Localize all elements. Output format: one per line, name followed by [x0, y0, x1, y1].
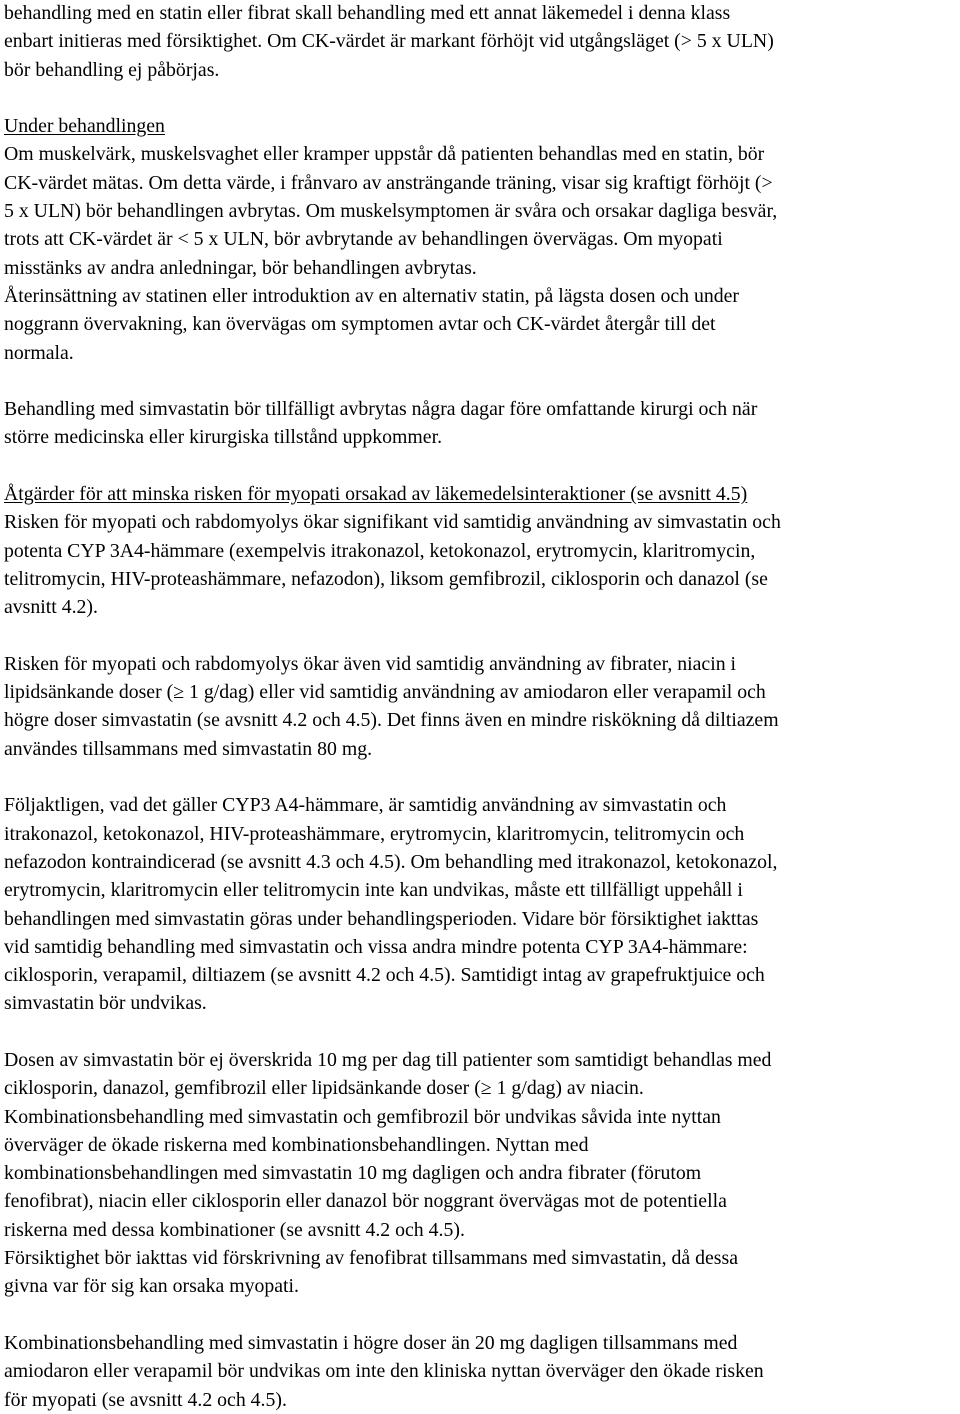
text-line: behandling med en statin eller fibrat skall behandling med ett annat läkemedel i denna klass	[4, 2, 731, 24]
paragraph-intro	[4, 0, 956, 84]
text-line: CK-värdet mätas. Om detta värde, i frånvaro av ansträngande träning, visar sig kraftigt förhöjt (>	[4, 171, 773, 194]
text-line: Kombinationsbehandling med simvastatin i högre doser än 20 mg dagligen tillsammans med	[4, 1331, 738, 1354]
text-line: fenofibrat), niacin eller ciklosporin eller danazol bör noggrant övervägas mot de potentiella	[4, 1190, 727, 1213]
text-line: större medicinska eller kirurgiska tillstånd uppkommer.	[4, 426, 443, 449]
text-line: amiodaron eller verapamil bör undvikas om inte den kliniska nyttan överväger den ökade risken	[4, 1360, 764, 1383]
text-line: enbart initieras med försiktighet. Om CK-värdet är markant förhöjt vid utgångsläget (> 5 x ULN)	[4, 30, 774, 53]
text-line: misstänks av andra anledningar, bör behandlingen avbrytas.	[4, 256, 477, 279]
text-line: itrakonazol, ketokonazol, HIV-proteashämmare, erytromycin, klaritromycin, telitromycin och	[4, 822, 745, 845]
text-line: Återinsättning av statinen eller introduktion av en alternativ statin, på lägsta dosen och under	[4, 284, 739, 307]
text-line: simvastatin bör undvikas.	[4, 992, 207, 1015]
text-line: Följaktligen, vad det gäller CYP3 A4-hämmare, är samtidig användning av simvastatin och	[4, 794, 727, 817]
text-line: behandlingen med simvastatin göras under behandlingsperioden. Vidare bör försiktighet iakttas	[4, 907, 759, 930]
text-line: högre doser simvastatin (se avsnitt 4.2 och 4.5). Det finns även en mindre riskökning då diltiazem	[4, 709, 779, 732]
paragraph-fibrater	[4, 650, 956, 763]
text-line: Risken för myopati och rabdomyolys ökar signifikant vid samtidig användning av simvastatin och	[4, 511, 781, 534]
text-line: lipidsänkande doser (≥ 1 g/dag) eller vid samtidig användning av amiodaron eller verapamil och	[4, 681, 766, 704]
paragraph-kombination	[4, 1329, 956, 1414]
text-line: 5 x ULN) bör behandlingen avbrytas. Om muskelsymptomen är svåra och orsakar dagliga besvär,	[4, 200, 778, 223]
text-line: potenta CYP 3A4-hämmare (exempelvis itrakonazol, ketokonazol, erytromycin, klaritromycin,	[4, 539, 756, 562]
text-line: givna var för sig kan orsaka myopati.	[4, 1275, 299, 1298]
text-line: ciklosporin, danazol, gemfibrozil eller lipidsänkande doser (≥ 1 g/dag) av niacin.	[4, 1077, 644, 1100]
text-line: Dosen av simvastatin bör ej överskrida 10 mg per dag till patienter som samtidigt behandlas med	[4, 1048, 772, 1071]
text-line: avsnitt 4.2).	[4, 596, 98, 619]
section-heading: Under behandlingen	[4, 115, 165, 138]
text-line: Behandling med simvastatin bör tillfälligt avbrytas några dagar före omfattande kirurgi och när	[4, 398, 758, 421]
paragraph-dosen	[4, 1046, 956, 1301]
text-line: Kombinationsbehandling med simvastatin och gemfibrozil bör undvikas såvida inte nyttan	[4, 1105, 721, 1128]
text-line: för myopati (se avsnitt 4.2 och 4.5).	[4, 1388, 287, 1411]
text-line: användes tillsammans med simvastatin 80 mg.	[4, 737, 373, 760]
text-line: ciklosporin, verapamil, diltiazem (se avsnitt 4.2 och 4.5). Samtidigt intag av grapefruktjuice och	[4, 964, 765, 987]
text-line: Risken för myopati och rabdomyolys ökar även vid samtidig användning av fibrater, niacin i	[4, 652, 737, 675]
text-line: bör behandling ej påbörjas.	[4, 58, 220, 81]
text-line: noggrann övervakning, kan övervägas om symptomen avtar och CK-värdet återgår till det	[4, 313, 716, 336]
text-line: vid samtidig behandling med simvastatin och vissa andra mindre potenta CYP 3A4-hämmare:	[4, 935, 748, 958]
text-line: trots att CK-värdet är < 5 x ULN, bör avbrytande av behandlingen övervägas. Om myopati	[4, 228, 723, 251]
document-page	[4, 0, 956, 1414]
text-line: riskerna med dessa kombinationer (se avsnitt 4.2 och 4.5).	[4, 1218, 465, 1241]
text-line: Försiktighet bör iakttas vid förskrivning av fenofibrat tillsammans med simvastatin, då dessa	[4, 1247, 738, 1270]
paragraph-under-behandlingen	[4, 112, 956, 367]
text-line: telitromycin, HIV-proteashämmare, nefazodon), liksom gemfibrozil, ciklosporin och danazol (se	[4, 567, 768, 590]
text-line: normala.	[4, 341, 74, 364]
text-line: nefazodon kontraindicerad (se avsnitt 4.3 och 4.5). Om behandling med itrakonazol, ketokonazol,	[4, 850, 778, 873]
paragraph-interaktioner	[4, 480, 956, 621]
paragraph-cyp3a4	[4, 791, 956, 1017]
text-line: erytromycin, klaritromycin eller telitromycin inte kan undvikas, måste ett tillfälligt uppehåll i	[4, 879, 743, 902]
text-line: överväger de ökade riskerna med kombinationsbehandlingen. Nyttan med	[4, 1133, 589, 1156]
text-line: Om muskelvärk, muskelsvaghet eller kramper uppstår då patienten behandlas med en statin, bör	[4, 143, 765, 166]
section-heading: Åtgärder för att minska risken för myopati orsakad av läkemedelsinteraktioner (se avsnitt 4.5)	[4, 483, 748, 506]
text-line: kombinationsbehandlingen med simvastatin 10 mg dagligen och andra fibrater (förutom	[4, 1162, 702, 1185]
paragraph-kirurgi	[4, 395, 956, 452]
